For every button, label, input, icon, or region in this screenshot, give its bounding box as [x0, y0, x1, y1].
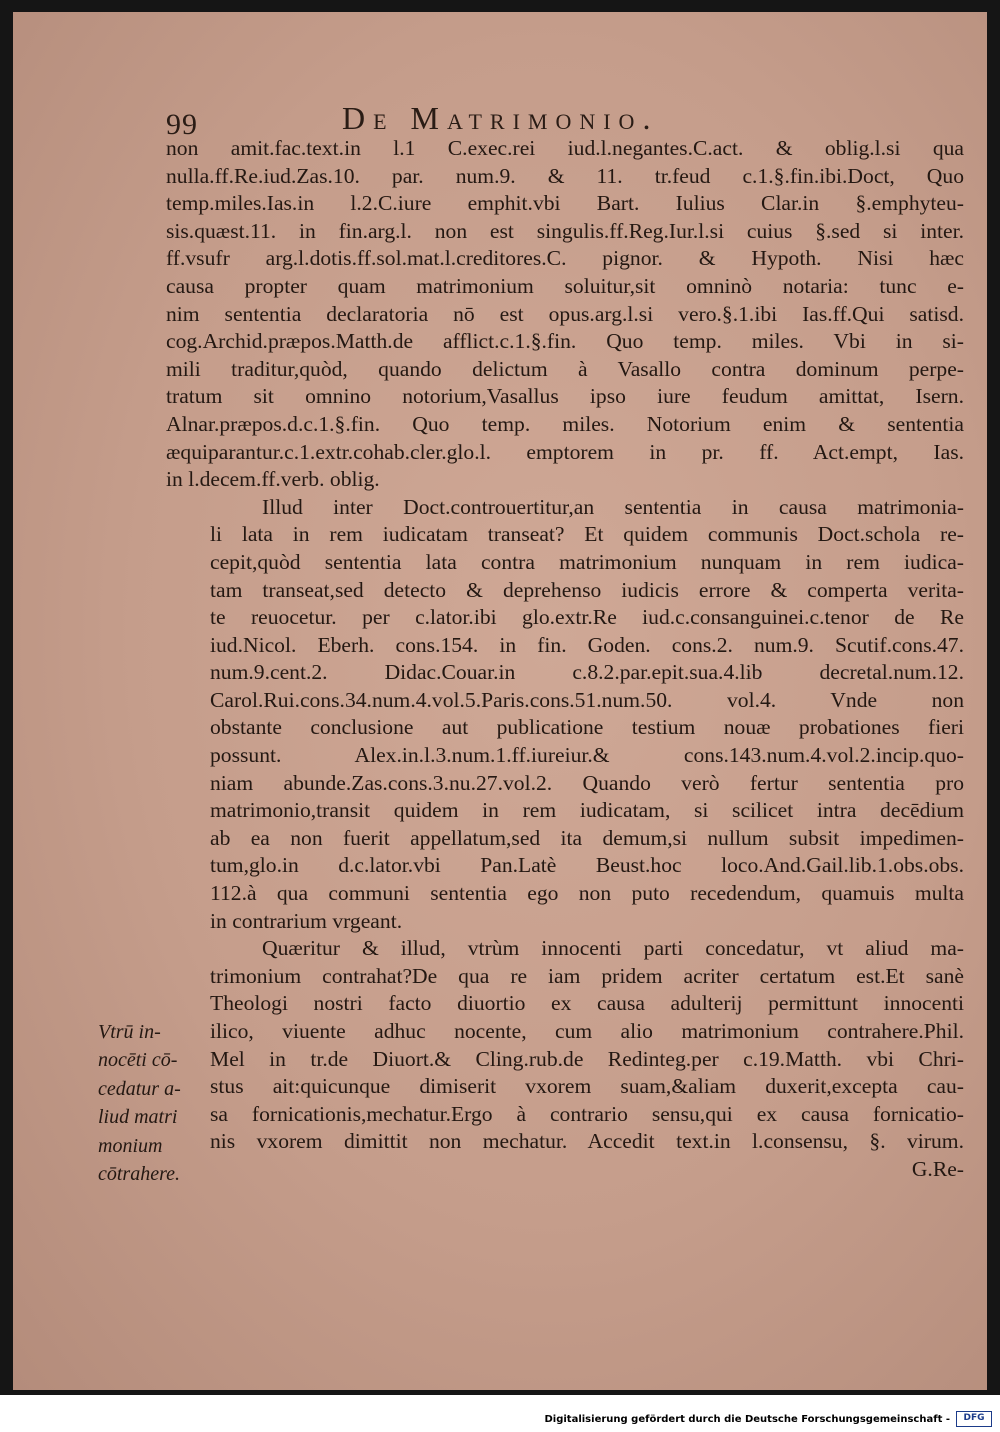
dfg-logo[interactable]: DFG [956, 1411, 992, 1427]
margin-note-line: monium [98, 1134, 163, 1157]
margin-note-line: nocēti cō- [98, 1049, 178, 1072]
text-line: trimonium contrahat?De qua re iam pridem acriter certatum est.Et sanè [210, 963, 964, 988]
text-line: nulla.ff.Re.iud.Zas.10. par. num.9. & 11. tr.feud c.1.§.fin.ibi.Doct, Quo [166, 163, 964, 188]
footer-strip [0, 1395, 1000, 1432]
text-line: non amit.fac.text.in l.1 C.exec.rei iud.l.negantes.C.act. & oblig.l.si qua [166, 136, 964, 160]
text-line: num.9.cent.2. Didac.Couar.in c.8.2.par.epit.sua.4.lib decretal.num.12. [210, 660, 964, 685]
main-text [166, 135, 964, 1184]
text-line: Theologi nostri facto diuortio ex causa adulterij permittunt innocenti [210, 991, 964, 1016]
text-line: mili traditur,quòd, quando delictum à Vasallo contra dominum perpe- [166, 356, 964, 381]
text-line: G.Re- [911, 1156, 964, 1181]
text-line: stus ait:quicunque dimiserit vxorem suam,&aliam duxerit,excepta cau- [210, 1074, 964, 1099]
text-line: matrimonio,transit quidem in rem iudicatam, si scilicet intra decēdium [210, 798, 964, 823]
text-line: te reuocetur. per c.lator.ibi glo.extr.Re iud.c.consanguinei.c.tenor de Re [210, 605, 964, 630]
running-title: De Matrimonio. [342, 100, 659, 136]
text-line: cepit,quòd sententia lata contra matrimonium nunquam in rem iudica- [210, 549, 964, 574]
text-line: æquiparantur.c.1.extr.cohab.cler.glo.l. emptorem in pr. ff. Act.empt, Ias. [166, 439, 964, 464]
text-line: tum,glo.in d.c.lator.vbi Pan.Latè Beust.hoc loco.And.Gail.lib.1.obs.obs. [210, 853, 964, 878]
text-line: 112.à qua communi sententia ego non puto recedendum, quamuis multa [210, 881, 964, 906]
text-line: temp.miles.Ias.in l.2.C.iure emphit.vbi Bart. Iulius Clar.in §.emphyteu- [166, 191, 964, 216]
text-line: sis.quæst.11. in fin.arg.l. non est singulis.ff.Reg.Iur.l.si cuius §.sed si inter. [166, 218, 964, 243]
text-line: Alnar.præpos.d.c.1.§.fin. Quo temp. miles. Notorium enim & sententia [166, 411, 964, 436]
text-line: causa propter quam matrimonium soluitur,sit omninò notaria: tunc e- [166, 273, 964, 298]
text-line: niam abunde.Zas.cons.3.nu.27.vol.2. Quando verò fertur sententia pro [210, 770, 964, 795]
text-line: Mel in tr.de Diuort.& Cling.rub.de Redinteg.per c.19.Matth. vbi Chri- [210, 1046, 964, 1071]
text-line: sa fornicationis,mechatur.Ergo à contrario sensu,qui ex causa fornicatio- [210, 1101, 964, 1126]
text-line: in l.decem.ff.verb. oblig. [166, 467, 380, 492]
folio-number: 99 [166, 108, 198, 141]
text-line: Quæritur & illud, vtrùm innocenti parti concedatur, vt aliud ma- [262, 936, 964, 961]
text-line: iud.Nicol. Eberh. cons.154. in fin. Goden. cons.2. num.9. Scutif.cons.47. [210, 632, 964, 657]
margin-note-line: Vtrū in- [98, 1021, 161, 1043]
margin-note-line: cōtrahere. [98, 1163, 181, 1186]
text-line: possunt. Alex.in.l.3.num.1.ff.iureiur.& cons.143.num.4.vol.2.incip.quo- [210, 743, 964, 768]
text-line: ilico, viuente adhuc nocente, cum alio matrimonium contrahere.Phil. [210, 1019, 964, 1043]
text-line: in contrarium vrgeant. [210, 908, 403, 933]
text-line: li lata in rem iudicatam transeat? Et quidem communis Doct.schola re- [210, 522, 964, 547]
text-line: nis vxorem dimittit non mechatur. Accedit text.in l.consensu, §. virum. [210, 1129, 964, 1154]
text-line: obstante conclusione aut publicatione testium nouæ probationes fieri [210, 715, 964, 740]
text-line: Illud inter Doct.controuertitur,an sententia in causa matrimonia- [262, 494, 964, 519]
funding-credit: Digitalisierung gefördert durch die Deutsche Forschungsgemeinschaft - [544, 1414, 950, 1425]
text-line: cog.Archid.præpos.Matth.de afflict.c.1.§.fin. Quo temp. miles. Vbi in si- [166, 329, 964, 354]
text-line: ab ea non fuerit appellatum,sed ita demum,si nullum subsit impedimen- [210, 825, 964, 850]
text-line: ff.vsufr arg.l.dotis.ff.sol.mat.l.creditores.C. pignor. & Hypoth. Nisi hæc [166, 246, 964, 271]
margin-note-line: cedatur a- [98, 1077, 181, 1100]
text-line: Carol.Rui.cons.34.num.4.vol.5.Paris.cons.51.num.50. vol.4. Vnde non [210, 687, 964, 712]
text-line: tratum sit omnino notorium,Vasallus ipso iure feudum amittat, Isern. [166, 384, 964, 409]
margin-note [98, 1018, 210, 1188]
text-line: tam transeat,sed detecto & deprehenso iudicis errore & comperta verita- [210, 577, 964, 602]
margin-note-line: liud matri [98, 1106, 178, 1129]
text-line: nim sententia declaratoria nō est opus.arg.l.si vero.§.1.ibi Ias.ff.Qui satisd. [166, 301, 964, 326]
